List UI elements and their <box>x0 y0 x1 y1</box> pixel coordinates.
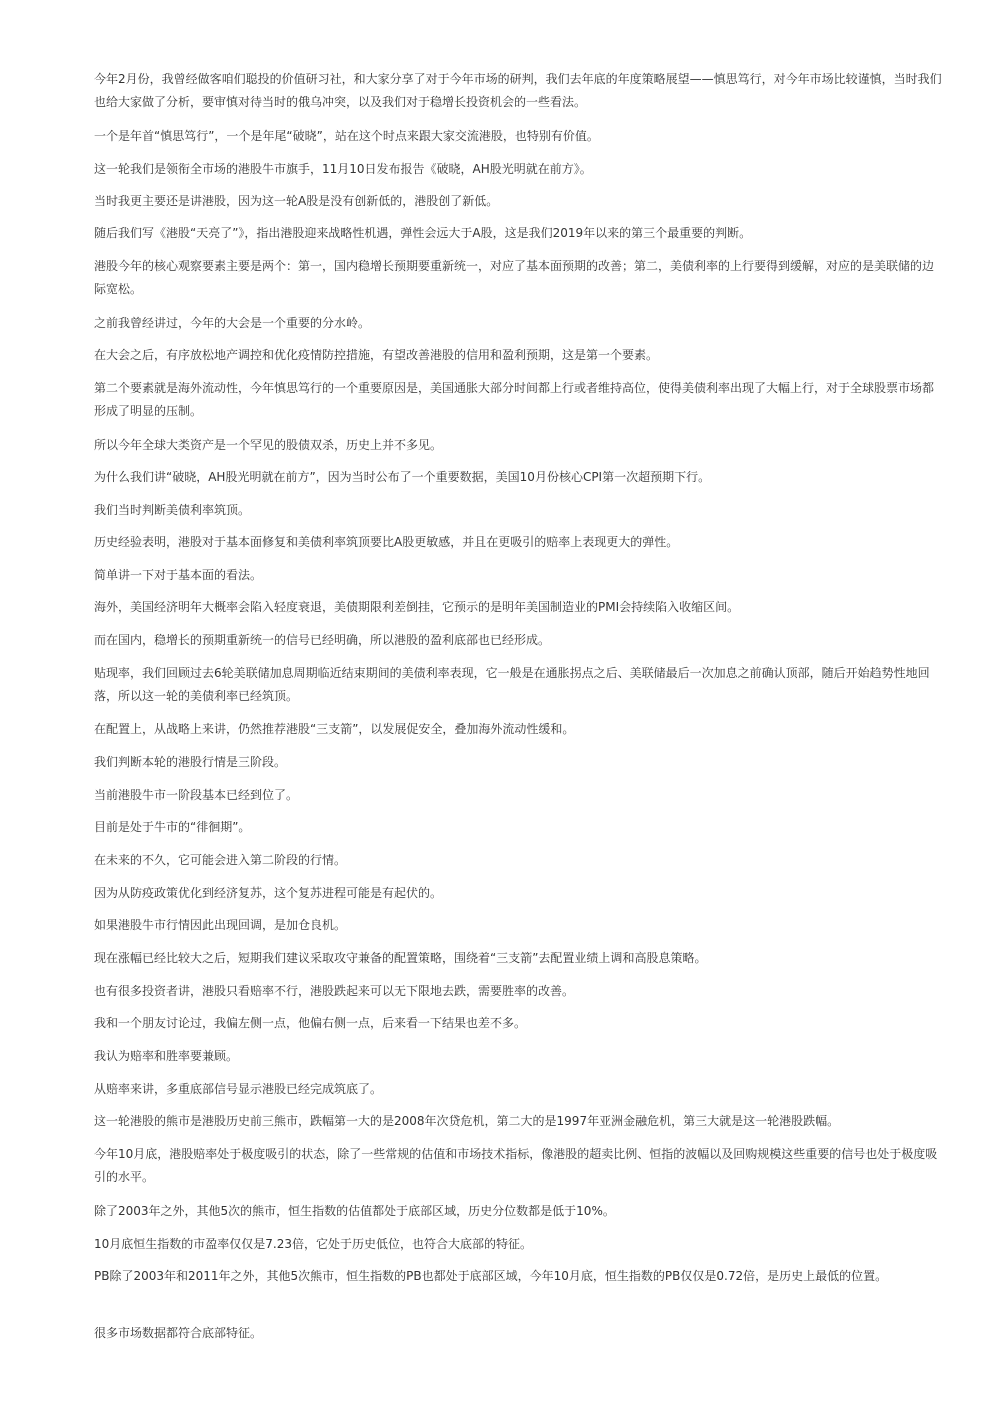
paragraph-10: 所以今年全球大类资产是一个罕见的股债双杀，历史上并不多见。 <box>94 438 443 452</box>
paragraph-17: 贴现率，我们回顾过去6轮美联储加息周期临近结束期间的美债利率表现，它一般是在通胀拐点之后、美联储最后一次加息之前确认顶部，随后开始趋势性地回落，所以这一轮的美债利率已经筑顶。 <box>94 666 930 703</box>
paragraph-12: 我们当时判断美债利率筑顶。 <box>94 503 251 517</box>
paragraph-15: 海外，美国经济明年大概率会陷入轻度衰退，美债期限利差倒挂，它预示的是明年美国制造业的PMI会持续陷入收缩区间。 <box>94 600 740 614</box>
paragraph-8: 在大会之后，有序放松地产调控和优化疫情防控措施，有望改善港股的信用和盈利预期，这是第一个要素。 <box>94 348 659 362</box>
paragraph-9: 第二个要素就是海外流动性，今年慎思笃行的一个重要原因是，美国通胀大部分时间都上行或者维持高位，使得美债利率出现了大幅上行，对于全球股票市场都形成了明显的压制。 <box>94 381 935 418</box>
paragraph-3: 这一轮我们是领衔全市场的港股牛市旗手，11月10日发布报告《破晓，AH股光明就在前方》。 <box>94 162 592 176</box>
paragraph-23: 因为从防疫政策优化到经济复苏，这个复苏进程可能是有起伏的。 <box>94 886 443 900</box>
paragraph-28: 我认为赔率和胜率要兼顾。 <box>94 1049 239 1063</box>
paragraph-20: 当前港股牛市一阶段基本已经到位了。 <box>94 788 299 802</box>
paragraph-27: 我和一个朋友讨论过，我偏左侧一点，他偏右侧一点，后来看一下结果也差不多。 <box>94 1016 527 1030</box>
paragraph-30: 这一轮港股的熊市是港股历史前三熊市，跌幅第一大的是2008年次贷危机，第二大的是1997年亚洲金融危机，第三大就是这一轮港股跌幅。 <box>94 1114 840 1128</box>
paragraph-22: 在未来的不久，它可能会进入第二阶段的行情。 <box>94 853 347 867</box>
paragraph-5: 随后我们写《港股“天亮了”》，指出港股迎来战略性机遇，弹性会远大于A股，这是我们2019年以来的第三个最重要的判断。 <box>94 226 752 240</box>
paragraph-24: 如果港股牛市行情因此出现回调，是加仓良机。 <box>94 918 347 932</box>
paragraph-18: 在配置上，从战略上来讲，仍然推荐港股“三支箭”，以发展促安全，叠加海外流动性缓和。 <box>94 722 575 736</box>
paragraph-25: 现在涨幅已经比较大之后，短期我们建议采取攻守兼备的配置策略，围绕着“三支箭”去配置业绩上调和高股息策略。 <box>94 951 707 965</box>
paragraph-33: 10月底恒生指数的市盈率仅仅是7.23倍，它处于历史低位，也符合大底部的特征。 <box>94 1237 532 1251</box>
paragraph-14: 简单讲一下对于基本面的看法。 <box>94 568 263 582</box>
paragraph-19: 我们判断本轮的港股行情是三阶段。 <box>94 755 287 769</box>
paragraph-26: 也有很多投资者讲，港股只看赔率不行，港股跌起来可以无下限地去跌，需要胜率的改善。 <box>94 984 575 998</box>
paragraph-16: 而在国内，稳增长的预期重新统一的信号已经明确，所以港股的盈利底部也已经形成。 <box>94 633 551 647</box>
paragraph-32: 除了2003年之外，其他5次的熊市，恒生指数的估值都处于底部区域，历史分位数都是低于10%。 <box>94 1204 615 1218</box>
paragraph-11: 为什么我们讲“破晓，AH股光明就在前方”，因为当时公布了一个重要数据，美国10月份核心CPI第一次超预期下行。 <box>94 470 711 484</box>
paragraph-21: 目前是处于牛市的“徘徊期”。 <box>94 820 251 834</box>
paragraph-1: 今年2月份，我曾经做客咱们聪投的价值研习社，和大家分享了对于今年市场的研判，我们去年底的年度策略展望——慎思笃行，对今年市场比较谨慎，当时我们也给大家做了分析，要审慎对待当时的俄乌冲突，以及我们对于稳增长投资机会的一些看法。 <box>94 72 942 109</box>
paragraph-31: 今年10月底，港股赔率处于极度吸引的状态，除了一些常规的估值和市场技术指标，像港股的超卖比例、恒指的波幅以及回购规模这些重要的信号也处于极度吸引的水平。 <box>94 1147 938 1184</box>
paragraph-13: 历史经验表明，港股对于基本面修复和美债利率筑顶要比A股更敏感，并且在更吸引的赔率上表现更大的弹性。 <box>94 535 679 549</box>
paragraph-6: 港股今年的核心观察要素主要是两个：第一，国内稳增长预期要重新统一，对应了基本面预期的改善；第二，美债利率的上行要得到缓解，对应的是美联储的边际宽松。 <box>94 259 935 296</box>
paragraph-4: 当时我更主要还是讲港股，因为这一轮A股是没有创新低的，港股创了新低。 <box>94 194 499 208</box>
paragraph-29: 从赔率来讲，多重底部信号显示港股已经完成筑底了。 <box>94 1082 383 1096</box>
paragraph-34: PB除了2003年和2011年之外，其他5次熊市，恒生指数的PB也都处于底部区域，今年10月底，恒生指数的PB仅仅是0.72倍，是历史上最低的位置。 <box>94 1269 888 1283</box>
paragraph-35: 很多市场数据都符合底部特征。 <box>94 1326 263 1340</box>
paragraph-2: 一个是年首“慎思笃行”，一个是年尾“破晓”，站在这个时点来跟大家交流港股，也特别有价值。 <box>94 129 599 143</box>
paragraph-7: 之前我曾经讲过，今年的大会是一个重要的分水岭。 <box>94 316 371 330</box>
